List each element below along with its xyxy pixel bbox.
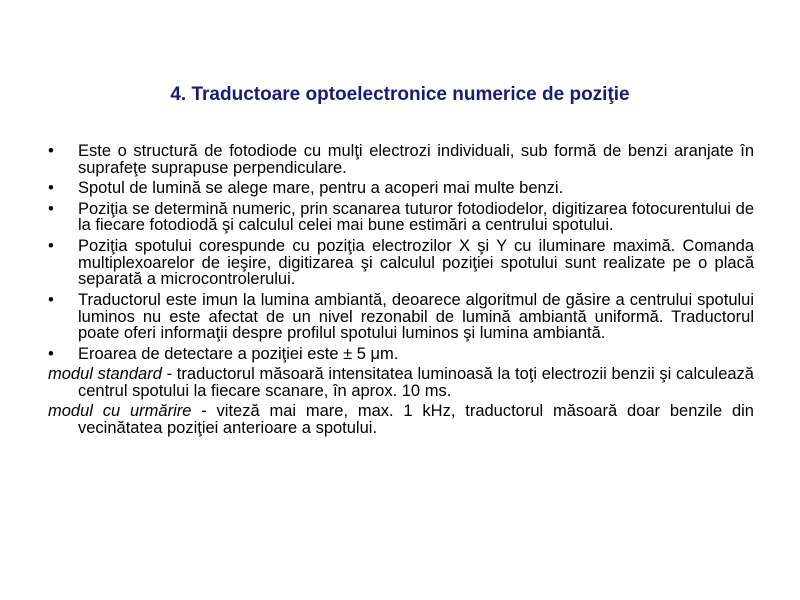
mode-description: - traductorul măsoară intensitatea luminoasă la toţi electrozii benzii şi calculează centrul spotului la fiecare scanare, în aprox. 10 ms. xyxy=(78,365,754,400)
bullet-icon: • xyxy=(48,199,54,218)
bullet-item xyxy=(48,180,754,197)
bullet-item xyxy=(48,292,754,342)
bullet-icon: • xyxy=(48,344,54,363)
mode-paragraph-standard xyxy=(48,366,754,400)
mode-name: modul standard xyxy=(48,365,162,384)
slide-title: 4. Traductoare optoelectronice numerice de poziţie xyxy=(170,84,630,105)
bullet-icon: • xyxy=(48,290,54,309)
bullet-text: Este o structură de fotodiode cu mulţi electrozi individuali, sub formă de benzi aranjate în suprafeţe suprapuse perpendiculare. xyxy=(78,142,754,177)
bullet-text: Traductorul este imun la lumina ambiantă, deoarece algoritmul de găsire a centrului spotului luminos nu este afectat de un nivel rezonabil de lumină ambiantă uniformă. Traductorul poate oferi informaţii despre profilul spotului luminos şi lumina ambiantă. xyxy=(78,290,754,343)
bullet-text: Eroarea de detectare a poziţiei este ± 5 μm. xyxy=(78,344,399,363)
bullet-text: Spotul de lumină se alege mare, pentru a acoperi mai multe benzi. xyxy=(78,179,564,198)
bullet-text: Poziţia se determină numeric, prin scanarea tuturor fotodiodelor, digitizarea fotocurentului de la fiecare fotodiodă şi calculul celei mai bune estimări a centrului spotului. xyxy=(78,199,754,235)
bullet-icon: • xyxy=(48,236,54,255)
mode-name: modul cu urmărire xyxy=(48,402,192,421)
bullet-icon: • xyxy=(48,179,54,198)
bullet-item xyxy=(48,346,754,363)
slide-content xyxy=(48,143,754,441)
bullet-item xyxy=(48,238,754,288)
bullet-item xyxy=(48,201,754,235)
bullet-item xyxy=(48,143,754,177)
mode-paragraph-tracking xyxy=(48,403,754,437)
mode-description: - viteză mai mare, max. 1 kHz, traductorul măsoară doar benzile din vecinătatea poziţiei anterioare a spotului. xyxy=(78,402,754,438)
bullet-text: Poziţia spotului corespunde cu poziţia electrozilor X şi Y cu iluminare maximă. Comanda multiplexoarelor de ieşire, digitizarea şi calculul poziţiei spotului sunt realizate pe o placă separată a microcontrolerului. xyxy=(78,236,754,289)
bullet-icon: • xyxy=(48,142,54,160)
